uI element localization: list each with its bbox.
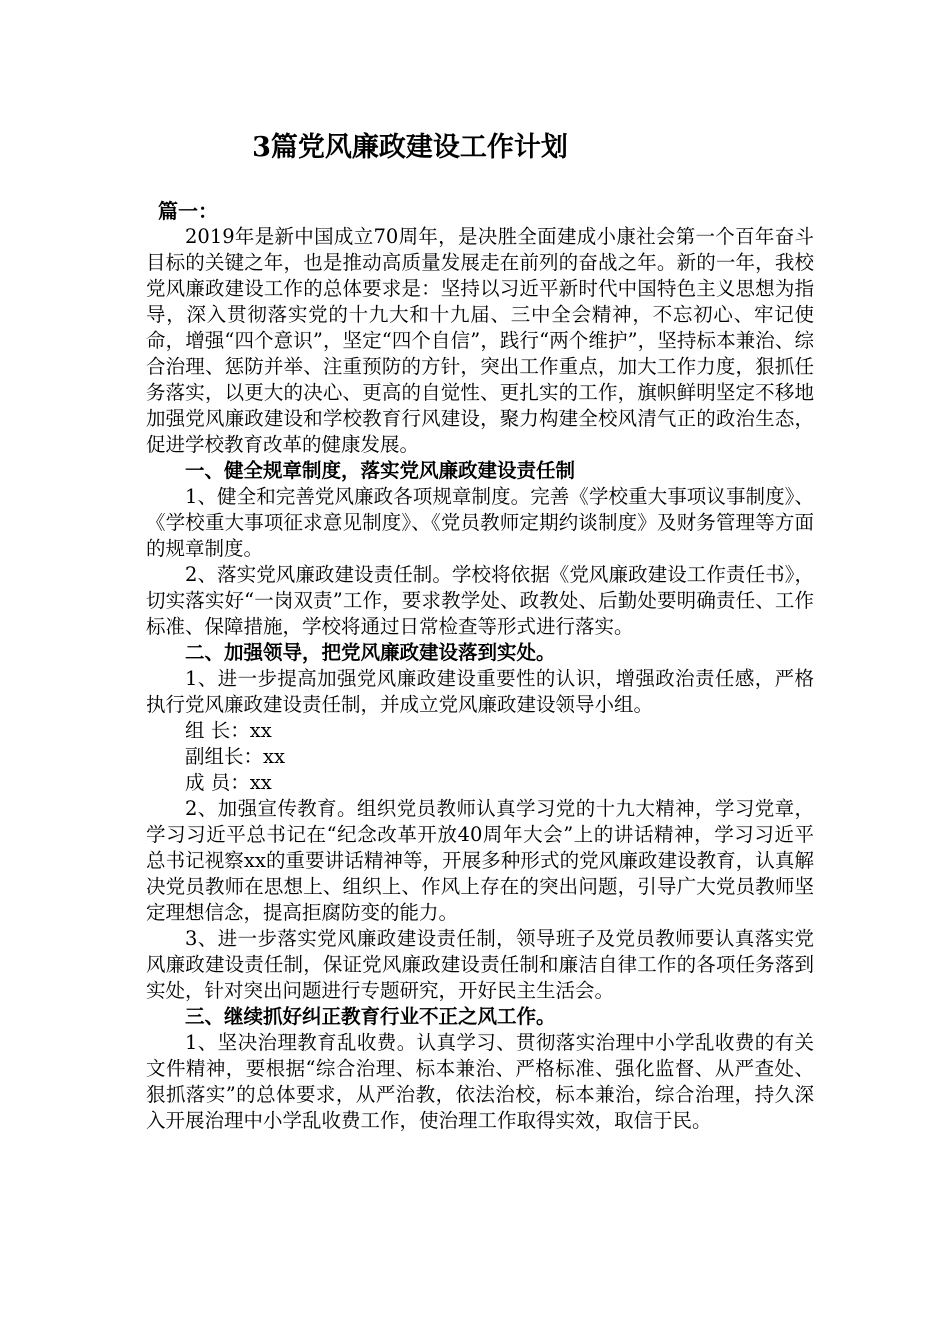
member-deputy-leader: 副组长：xx: [185, 745, 285, 768]
paragraph-2-3: 3、进一步落实党风廉政建设责任制，领导班子及党员教师要认真落实党风廉政建设责任制，保证党风廉政建设责任制和廉洁自律工作的各项任务落到实处，针对突出问题进行专题研究，开好民主生活会。: [146, 927, 814, 1002]
member-leader: 组 长：xx: [185, 719, 272, 742]
document-page: [146, 128, 814, 1134]
section-heading-1: 一、健全规章制度，落实党风廉政建设责任制: [185, 459, 576, 482]
document-title: 3篇党风廉政建设工作计划: [252, 132, 568, 163]
section-label: 篇一：: [158, 199, 218, 223]
paragraph-1-1: 1、健全和完善党风廉政各项规章制度。完善《学校重大事项议事制度》、《学校重大事项征求意见制度》、《党员教师定期约谈制度》及财务管理等方面的规章制度。: [146, 485, 814, 560]
member-members: 成 员：xx: [185, 771, 272, 794]
section-heading-3: 三、继续抓好纠正教育行业不正之风工作。: [185, 1005, 556, 1028]
paragraph-2-1: 1、进一步提高加强党风廉政建设重要性的认识，增强政治责任感，严格执行党风廉政建设责任制，并成立党风廉政建设领导小组。: [146, 667, 814, 716]
paragraph-2-2: 2、加强宣传教育。组织党员教师认真学习党的十九大精神，学习党章，学习习近平总书记在“纪念改革开放40周年大会”上的讲话精神，学习习近平总书记视察xx的重要讲话精神等，开展多种形式的党风廉政建设教育，认真解决党员教师在思想上、组织上、作风上存在的突出问题，引导广大党员教师坚定理想信念，提高拒腐防变的能力。: [146, 797, 814, 924]
section-heading-2: 二、加强领导，把党风廉政建设落到实处。: [185, 641, 556, 664]
paragraph-3-1: 1、坚决治理教育乱收费。认真学习、贯彻落实治理中小学乱收费的有关文件精神，要根据“综合治理、标本兼治、严格标准、强化监督、从严查处、狠抓落实”的总体要求，从严治教，依法治校，标本兼治，综合治理，持久深入开展治理中小学乱收费工作，使治理工作取得实效，取信于民。: [146, 1031, 814, 1132]
paragraph-1-2: 2、落实党风廉政建设责任制。学校将依据《党风廉政建设工作责任书》，切实落实好“一岗双责”工作，要求教学处、政教处、后勤处要明确责任、工作标准、保障措施，学校将通过日常检查等形式进行落实。: [146, 563, 814, 638]
paragraph-intro: 2019年是新中国成立70周年，是决胜全面建成小康社会第一个百年奋斗目标的关键之年，也是推动高质量发展走在前列的奋战之年。新的一年，我校党风廉政建设工作的总体要求是：坚持以习近平新时代中国特色主义思想为指导，深入贯彻落实党的十九大和十九届、三中全会精神，不忘初心、牢记使命，增强“四个意识”，坚定“四个自信”，践行“两个维护”，坚持标本兼治、综合治理、惩防并举、注重预防的方针，突出工作重点，加大工作力度，狠抓任务落实，以更大的决心、更高的自觉性、更扎实的工作，旗帜鲜明坚定不移地加强党风廉政建设和学校教育行风建设，聚力构建全校风清气正的政治生态，促进学校教育改革的健康发展。: [146, 225, 814, 456]
